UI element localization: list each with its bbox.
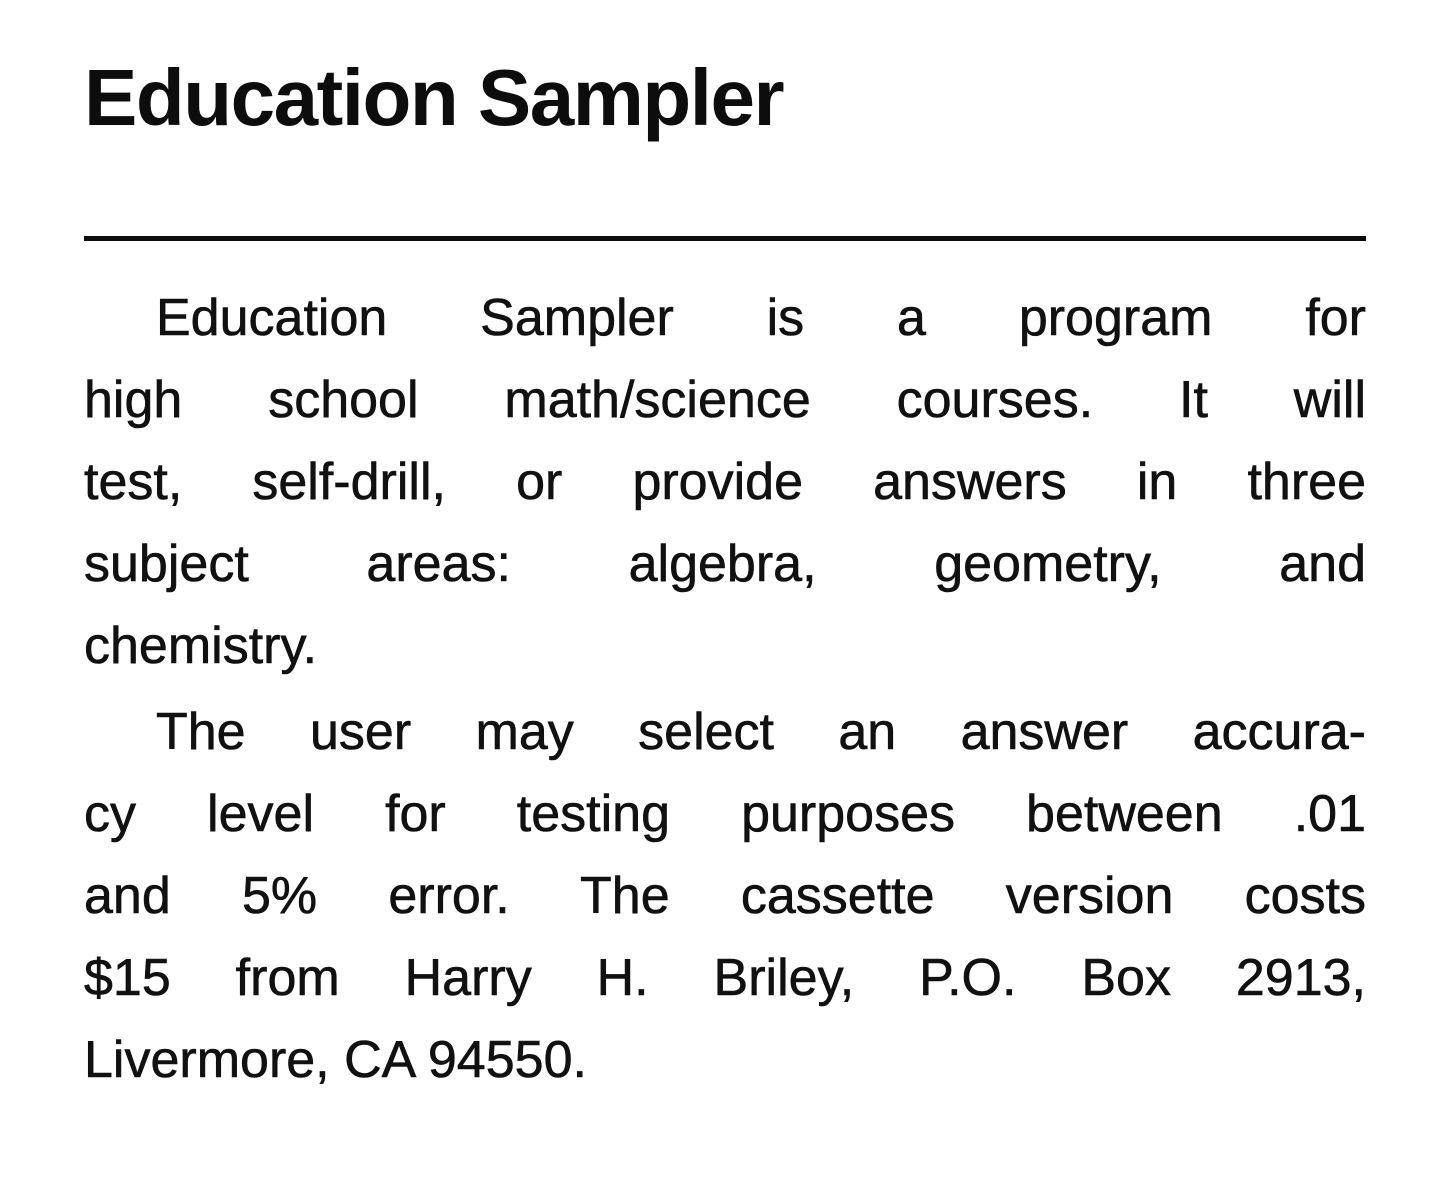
- text-line: The user may select an answer accura-: [156, 703, 1366, 761]
- text-line: cy level for testing purposes between .01: [84, 785, 1366, 843]
- text-line: and 5% error. The cassette version costs: [84, 867, 1366, 925]
- paragraph-2: [84, 691, 1366, 1101]
- text-line: Education Sampler is a program for: [156, 289, 1366, 347]
- paragraph-1: [84, 277, 1366, 687]
- article-body: [84, 277, 1366, 1101]
- title-divider: [84, 236, 1366, 241]
- text-line: Livermore, CA 94550.: [84, 1031, 587, 1089]
- text-line: $15 from Harry H. Briley, P.O. Box 2913,: [84, 949, 1366, 1007]
- article: [84, 48, 1366, 1101]
- text-line: high school math/science courses. It will: [84, 371, 1366, 429]
- text-line: chemistry.: [84, 617, 318, 675]
- text-line: subject areas: algebra, geometry, and: [84, 535, 1366, 593]
- text-line: test, self-drill, or provide answers in three: [84, 453, 1366, 511]
- article-title: Education Sampler: [84, 53, 784, 142]
